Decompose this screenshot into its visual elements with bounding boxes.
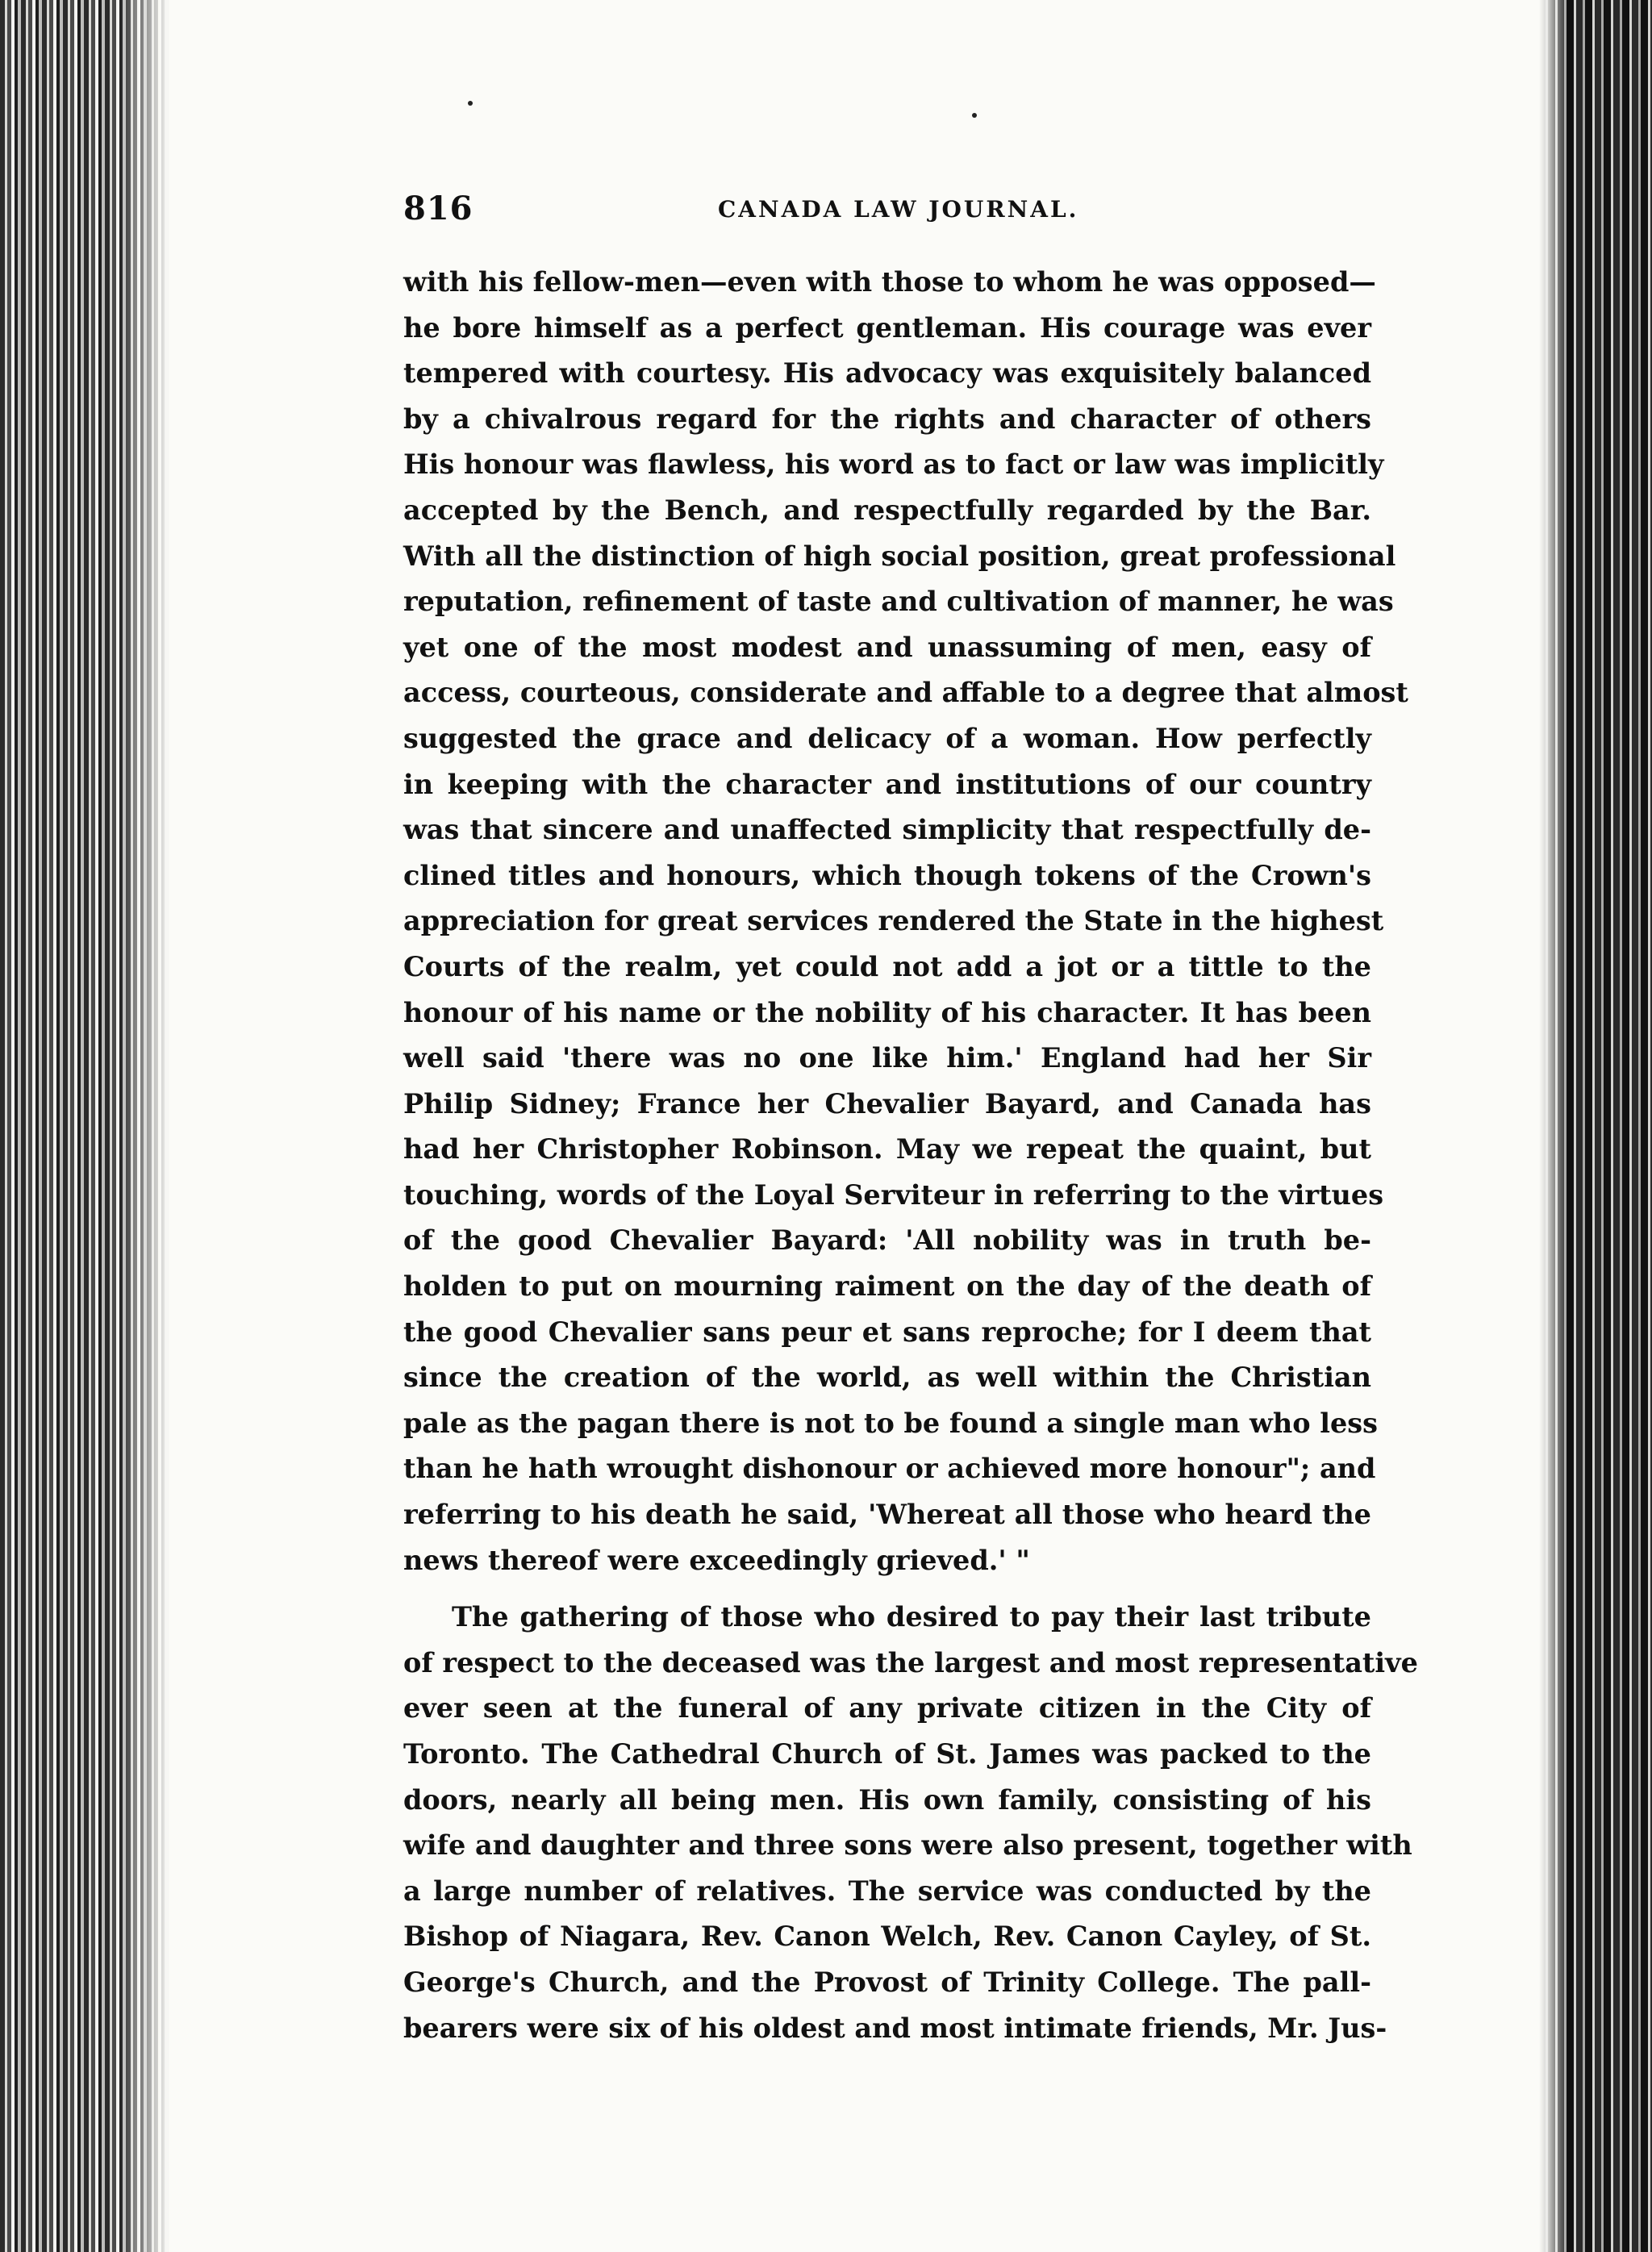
text-line: referring to his death he said, 'Whereat all those who heard the — [403, 1499, 1371, 1531]
page-number: 816 — [403, 190, 473, 227]
text-line: yet one of the most modest and unassuming of men, easy of — [403, 631, 1371, 663]
page-header — [403, 190, 1387, 238]
text-line: access, courteous, considerate and affable to a degree that almost — [403, 677, 1408, 709]
paragraph-2 — [403, 1595, 1418, 2051]
scan-speck — [972, 113, 977, 118]
text-line: doors, nearly all being men. His own family, consisting of his — [403, 1783, 1371, 1816]
text-line: Toronto. The Cathedral Church of St. James was packed to the — [403, 1738, 1371, 1770]
text-line: honour of his name or the nobility of his character. It has been — [403, 996, 1371, 1028]
text-line: was that sincere and unaffected simplicity that respectfully de- — [403, 814, 1371, 846]
text-line: suggested the grace and delicacy of a woman. How perfectly — [403, 722, 1371, 754]
text-line: since the creation of the world, as well within the Christian — [403, 1362, 1371, 1394]
text-line: pale as the pagan there is not to be found a single man who less — [403, 1407, 1379, 1439]
text-line: of respect to the deceased was the largest and most representative — [403, 1646, 1418, 1679]
text-line: the good Chevalier sans peur et sans reproche; for I deem that — [403, 1316, 1371, 1348]
text-line: in keeping with the character and institutions of our country — [403, 768, 1371, 800]
text-line: of the good Chevalier Bayard: 'All nobility was in truth be- — [403, 1224, 1371, 1257]
text-line: wife and daughter and three sons were also present, together with — [403, 1829, 1412, 1862]
text-line: well said 'there was no one like him.' England had her Sir — [403, 1042, 1371, 1074]
text-line: by a chivalrous regard for the rights and character of others — [403, 402, 1371, 435]
text-line: Bishop of Niagara, Rev. Canon Welch, Rev. Canon Cayley, of St. — [403, 1920, 1371, 1953]
text-line: Courts of the realm, yet could not add a jot or a tittle to the — [403, 950, 1371, 982]
article-body — [403, 260, 1418, 2051]
text-line: clined titles and honours, which though tokens of the Crown's — [403, 859, 1371, 891]
text-line: touching, words of the Loyal Serviteur in referring to the virtues — [403, 1178, 1384, 1211]
paragraph-1 — [403, 260, 1408, 1583]
text-line: than he hath wrought dishonour or achieved more honour"; and — [403, 1453, 1376, 1485]
text-line: news thereof were exceedingly grieved.' " — [403, 1544, 1030, 1576]
text-line: With all the distinction of high social position, great professional — [403, 540, 1396, 572]
text-line: holden to put on mourning raiment on the day of the death of — [403, 1270, 1371, 1303]
text-line: George's Church, and the Provost of Trinity College. The pall- — [403, 1966, 1371, 1998]
text-line: with his fellow-men—even with those to whom he was opposed— — [403, 266, 1376, 298]
text-line: The gathering of those who desired to pay their last tribute — [452, 1601, 1371, 1633]
text-line: had her Christopher Robinson. May we repeat the quaint, but — [403, 1133, 1371, 1166]
text-line: tempered with courtesy. His advocacy was exquisitely balanced — [403, 357, 1371, 390]
text-line: His honour was flawless, his word as to fact or law was implicitly — [403, 448, 1384, 481]
scan-edge-left — [0, 0, 169, 2252]
text-line: ever seen at the funeral of any private citizen in the City of — [403, 1692, 1371, 1724]
text-line: a large number of relatives. The service was conducted by the — [403, 1875, 1371, 1907]
scan-speck — [468, 101, 473, 106]
text-line: accepted by the Bench, and respectfully regarded by the Bar. — [403, 494, 1371, 526]
text-line: Philip Sidney; France her Chevalier Bayard, and Canada has — [403, 1087, 1371, 1120]
text-line: bearers were six of his oldest and most intimate friends, Mr. Jus- — [403, 2012, 1387, 2044]
running-title: CANADA LAW JOURNAL. — [718, 196, 1079, 223]
text-line: he bore himself as a perfect gentleman. His courage was ever — [403, 311, 1371, 344]
text-line: reputation, refinement of taste and cultivation of manner, he was — [403, 586, 1394, 618]
scan-edge-right — [1539, 0, 1652, 2252]
text-line: appreciation for great services rendered the State in the highest — [403, 905, 1384, 937]
